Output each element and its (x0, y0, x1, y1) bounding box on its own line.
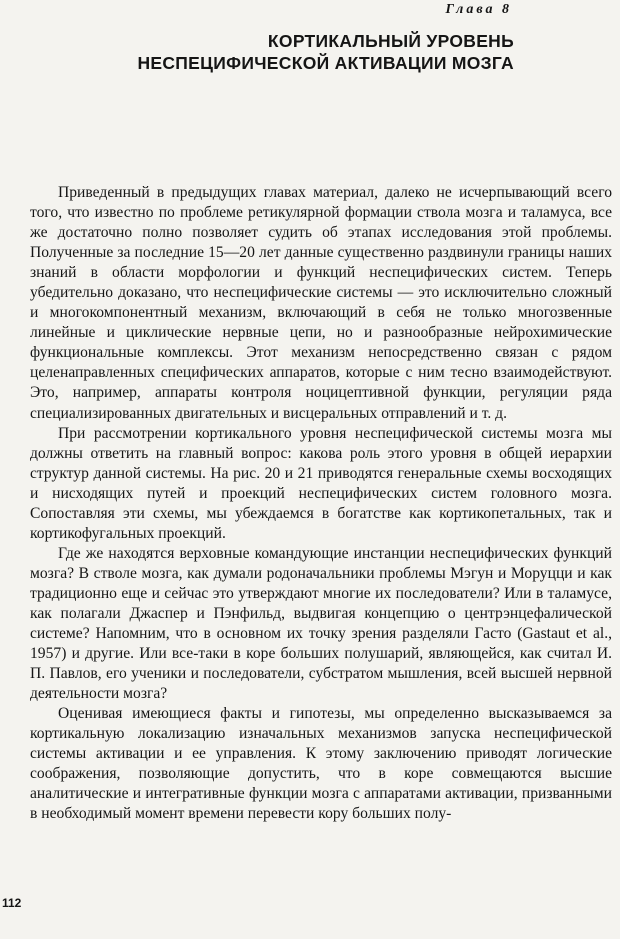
paragraph-3: Где же находятся верховные командующие инстанции неспецифических функций мозга? В стволе мозга, как думали родоначальники проблемы Мэгун и Моруцци и как традиционно еще и сейчас это утверждают многие их последователи? Или в таламусе, как полагали Джаспер и Пэнфильд, выдвигая концепцию о центрэнцефалической системе? Напомним, что в основном их точку зрения разделяли Гасто (Gastaut et al., 1957) и другие. Или все-таки в коре больших полушарий, являющейся, как считал И. П. Павлов, его ученики и последователи, субстратом мышления, всей высшей нервной деятельности мозга? (30, 544, 612, 703)
chapter-label: Глава 8 (445, 2, 512, 17)
page-number: 112 (2, 896, 22, 910)
paragraph-4: Оценивая имеющиеся факты и гипотезы, мы определенно высказываемся за кортикальную локализацию изначальных механизмов запуска неспецифической системы активации и ее управления. К этому заключению приводят логические соображения, позволяющие допустить, что в коре совмещаются высшие аналитические и интегративные функции мозга с аппаратами активации, призванными в необходимый момент времени перевести кору больших полу- (30, 705, 612, 823)
chapter-title-line-2: НЕСПЕЦИФИЧЕСКОЙ АКТИВАЦИИ МОЗГА (137, 53, 514, 73)
paragraph-1: Приведенный в предыдущих главах материал, далеко не исчерпывающий всего того, что известно по проблеме ретикулярной формации ствола мозга и таламуса, все же достаточно полно позволяет судить об этапах исследования этой проблемы. Полученные за последние 15—20 лет данные существенно раздвинули границы наших знаний в области морфологии и функций неспецифических систем. Теперь убедительно доказано, что неспецифические системы — это исключительно сложный и многокомпонентный механизм, включающий в себя не только многозвенные линейные и циклические нервные цепи, но и разнообразные нейрохимические функциональные комплексы. Этот механизм непосредственно связан с рядом целенаправленных специфических аппаратов, которые с ним тесно взаимодействуют. Это, например, аппараты контроля ноцицептивной функции, регуляции ряда специализированных двигательных и висцеральных отправлений и т. д. (30, 184, 612, 422)
chapter-title (74, 30, 514, 74)
chapter-title-line-1: КОРТИКАЛЬНЫЙ УРОВЕНЬ (267, 31, 514, 51)
paragraph-2: При рассмотрении кортикального уровня неспецифической системы мозга мы должны ответить на главный вопрос: какова роль этого уровня в общей иерархии структур данной системы. На рис. 20 и 21 приводятся генеральные схемы восходящих и нисходящих путей и проекций неспецифических систем головного мозга. Сопоставляя эти схемы, мы убеждаемся в богатстве как кортикопетальных, так и кортикофугальных проекций. (30, 424, 612, 542)
body-text (30, 183, 612, 825)
